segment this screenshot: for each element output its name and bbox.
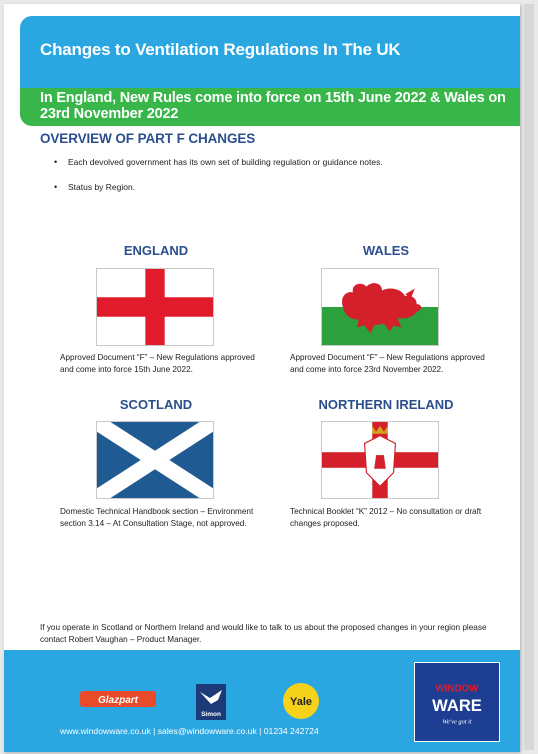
region-heading-wales: WALES (362, 243, 410, 258)
document-page (4, 4, 520, 752)
footer-contact-line: www.windowware.co.uk | sales@windowware.co.uk | 01234 242724 (60, 726, 319, 736)
simon-logo (196, 684, 226, 720)
yale-logo (282, 682, 320, 720)
scotland-flag-icon (96, 421, 214, 499)
region-heading-england: ENGLAND (123, 243, 189, 258)
region-note-england: Approved Document “F” – New Regulations approved and come into force 15th June 2022. (60, 353, 255, 374)
contact-paragraph: If you operate in Scotland or Northern Ireland and would like to talk to us about the proposed changes in your region please contact Robert Vaughan – Product Manager. (40, 623, 487, 644)
list-item: • Each devolved government has its own set of building regulation or guidance notes. (40, 154, 383, 179)
page-title: Changes to Ventilation Regulations In The UK (40, 40, 401, 59)
region-note-scotland: Domestic Technical Handbook section – Environment section 3.14 – At Consultation Stage, not approved. (60, 507, 254, 528)
region-heading-northern-ireland: NORTHERN IRELAND (318, 397, 454, 412)
windowware-logo-line1: WINDOW (435, 683, 479, 695)
windowware-logo-tagline: We've got it (442, 718, 472, 726)
yale-logo-text: Yale (289, 696, 313, 708)
england-flag-icon (96, 268, 214, 346)
region-heading-scotland: SCOTLAND (119, 397, 193, 412)
windowware-logo-line2: WARE (432, 695, 482, 715)
northern-ireland-flag-icon (321, 421, 439, 499)
overview-heading: OVERVIEW OF PART F CHANGES (40, 131, 256, 146)
windowware-logo (414, 662, 500, 742)
region-note-wales: Approved Document “F” – New Regulations approved and come into force 23rd November 2022. (290, 353, 485, 374)
page-subtitle: In England, New Rules come into force on 15th June 2022 & Wales on 23rd November 2022 (40, 90, 506, 122)
scrollbar[interactable] (524, 4, 534, 750)
wales-flag-icon (321, 268, 439, 346)
glazpart-logo (78, 688, 158, 710)
list-item: • Status by Region. (40, 179, 383, 204)
simon-logo-text: Simon (201, 711, 221, 718)
region-note-northern-ireland: Technical Booklet “K” 2012 – No consultation or draft changes proposed. (290, 507, 482, 528)
overview-list (40, 154, 383, 204)
glazpart-logo-text: Glazpart (97, 695, 139, 706)
